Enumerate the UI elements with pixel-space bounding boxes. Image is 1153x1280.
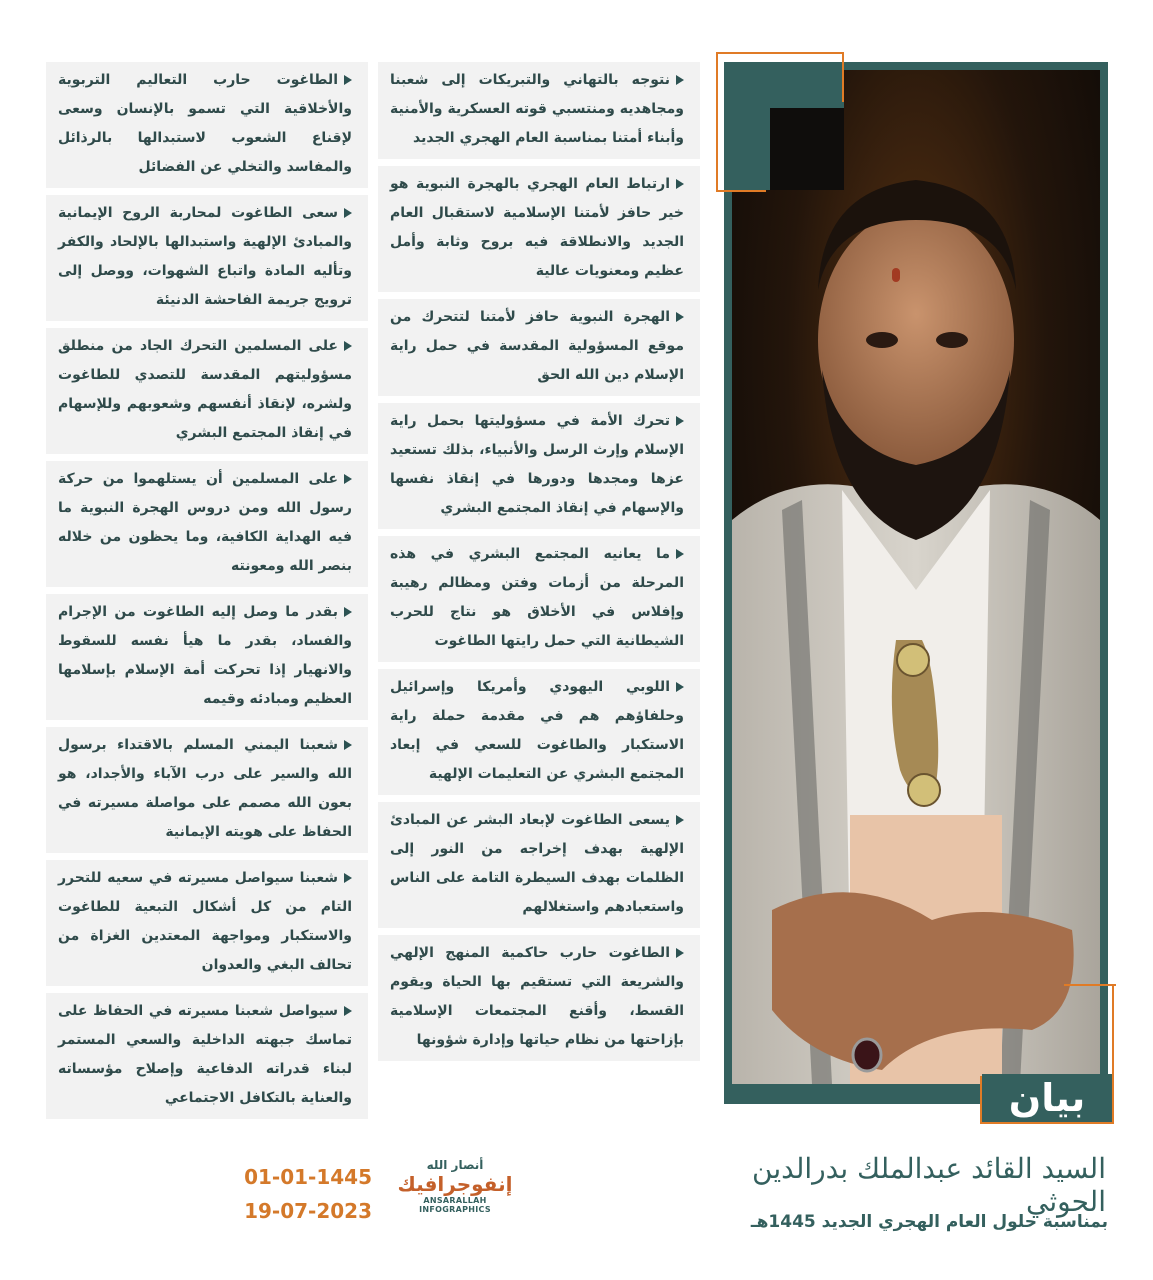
statement-text: تحرك الأمة في مسؤوليتها بحمل راية الإسلام وإرث الرسل والأنبياء، بذلك تستعيد عزها ومجدها ودورها في إنقاذ نفسها والإسهام في إنقاذ المجتمع البشري xyxy=(390,413,684,516)
statement-text: الهجرة النبوية حافز لأمتنا لتتحرك من موقع المسؤولية المقدسة في حمل راية الإسلام دين الله الحق xyxy=(390,309,684,383)
date-block xyxy=(232,1160,372,1228)
corner-frame-top-edge xyxy=(842,52,844,102)
bullet-arrow-icon xyxy=(676,549,684,559)
statement-column-left xyxy=(46,62,368,1119)
statement-card xyxy=(46,727,368,853)
statement-card xyxy=(378,802,700,928)
statement-text: نتوجه بالتهاني والتبريكات إلى شعبنا ومجاهديه ومنتسبي قوته العسكرية والأمنية وأبناء أمتنا بمناسبة العام الهجري الجديد xyxy=(390,72,684,146)
bullet-arrow-icon xyxy=(676,312,684,322)
statement-card xyxy=(378,62,700,159)
bullet-arrow-icon xyxy=(344,1006,352,1016)
speaker-name: السيد القائد عبدالملك بدرالدين الحوثي xyxy=(752,1152,1106,1218)
statement-text: سعى الطاغوت لمحاربة الروح الإيمانية والمبادئ الإلهية واستبدالها بالإلحاد والكفر وتأليه المادة واتباع الشهوات، ووصل إلى ترويج جريمة الفاحشة الدنيئة xyxy=(58,205,352,308)
bullet-arrow-icon xyxy=(676,682,684,692)
corner-frame-bottom-edge xyxy=(980,1122,1114,1124)
statement-text: ما يعانيه المجتمع البشري في هذه المرحلة من أزمات وفتن ومظالم رهيبة وإفلاس في الأخلاق هو نتاج للحرب الشيطانية التي حمل رايتها الطاغوت xyxy=(390,546,684,649)
hijri-date: 01-01-1445 xyxy=(244,1165,372,1189)
statement-card xyxy=(46,993,368,1119)
statement-text: على المسلمين التحرك الجاد من منطلق مسؤوليتهم المقدسة للتصدي للطاغوت ولشره، لإنقاذ أنفسهم وشعوبهم وللإسهام في إنقاذ المجتمع البشري xyxy=(58,338,352,441)
statement-text: بقدر ما وصل إليه الطاغوت من الإجرام والفساد، بقدر ما هيأ نفسه للسقوط والانهيار إذا تحركت أمة الإسلام بإسلامها العظيم ومبادئه وقيمه xyxy=(58,604,352,707)
bullet-arrow-icon xyxy=(344,873,352,883)
logo-english-text: ANSARALLAH INFOGRAPHICS xyxy=(419,1196,491,1214)
statement-card xyxy=(46,860,368,986)
bullet-arrow-icon xyxy=(676,416,684,426)
bullet-arrow-icon xyxy=(344,75,352,85)
ansarallah-infographics-logo xyxy=(390,1158,520,1224)
statement-text: سيواصل شعبنا مسيرته في الحفاظ على تماسك جبهته الداخلية والسعي المستمر لبناء قدراته الدفاعية وإصلاح مؤسساته والعناية بالتكافل الاجتماعي xyxy=(58,1003,352,1106)
statement-card xyxy=(378,403,700,529)
statement-card xyxy=(378,166,700,292)
bullet-arrow-icon xyxy=(344,474,352,484)
bullet-arrow-icon xyxy=(344,740,352,750)
occasion-text: بمناسبة حلول العام الهجري الجديد 1445هـ xyxy=(750,1212,1108,1232)
portrait-photo xyxy=(732,70,1100,1084)
statement-card xyxy=(46,195,368,321)
statement-label: بيان xyxy=(982,1074,1112,1122)
bullet-arrow-icon xyxy=(676,179,684,189)
statement-card xyxy=(46,328,368,454)
statement-text: اللوبي اليهودي وأمريكا وإسرائيل وحلفاؤهم هم في مقدمة حملة راية الاستكبار والطاغوت للسعي في إبعاد المجتمع البشري عن التعليمات الإلهية xyxy=(390,679,684,782)
gregorian-date: 19-07-2023 xyxy=(244,1199,372,1223)
bullet-arrow-icon xyxy=(676,815,684,825)
corner-frame-top xyxy=(716,52,844,192)
statement-card xyxy=(378,669,700,795)
bullet-arrow-icon xyxy=(344,607,352,617)
statement-text: ارتباط العام الهجري بالهجرة النبوية هو خير حافز لأمتنا الإسلامية لاستقبال العام الجديد والانطلاقة فيه بروح وثابة وأمل عظيم ومعنويات عالية xyxy=(390,176,684,279)
bullet-arrow-icon xyxy=(676,75,684,85)
statement-text: على المسلمين أن يستلهموا من حركة رسول الله ومن دروس الهجرة النبوية ما فيه الهداية الكافية، وما يحظون من خلاله بنصر الله ومعونته xyxy=(58,471,352,574)
statement-text: الطاغوت حارب حاكمية المنهج الإلهي والشريعة التي تستقيم بها الحياة ويقوم القسط، وأقنع المجتمعات الإسلامية بإزاحتها من نظام حياتها وإدارة شؤونها xyxy=(390,945,684,1048)
statement-card xyxy=(46,461,368,587)
bullet-arrow-icon xyxy=(344,208,352,218)
statement-text: الطاغوت حارب التعاليم التربوية والأخلاقية التي تسمو بالإنسان وسعى لإقناع الشعوب لاستبدالها بالرذائل والمفاسد والتخلي عن الفضائل xyxy=(58,72,352,175)
logo-main-text: إنفوجرافيك xyxy=(397,1172,513,1196)
statement-card xyxy=(378,299,700,396)
statement-card xyxy=(378,536,700,662)
corner-frame-bottom-edge xyxy=(1064,984,1116,986)
statement-card xyxy=(46,594,368,720)
statement-text: يسعى الطاغوت لإبعاد البشر عن المبادئ الإلهية بهدف إخراجه من النور إلى الظلمات بهدف السيطرة التامة على الناس واستعبادهم واستغلالهم xyxy=(390,812,684,915)
bullet-arrow-icon xyxy=(676,948,684,958)
statement-text: شعبنا اليمني المسلم بالاقتداء برسول الله والسير على درب الآباء والأجداد، هو بعون الله مصمم على مواصلة مسيرته في الحفاظ على هويته الإيمانية xyxy=(58,737,352,840)
statement-card xyxy=(46,62,368,188)
logo-top-text: أنصار الله xyxy=(426,1158,484,1172)
statement-text: شعبنا سيواصل مسيرته في سعيه للتحرر التام من كل أشكال التبعية للطاغوت والاستكبار ومواجهة المعتدين الغزاة من تحالف البغي والعدوان xyxy=(58,870,352,973)
bullet-arrow-icon xyxy=(344,341,352,351)
statement-card xyxy=(378,935,700,1061)
corner-frame-top-edge xyxy=(716,190,766,192)
portrait-illustration xyxy=(732,70,1100,1084)
statement-column-right xyxy=(378,62,700,1061)
